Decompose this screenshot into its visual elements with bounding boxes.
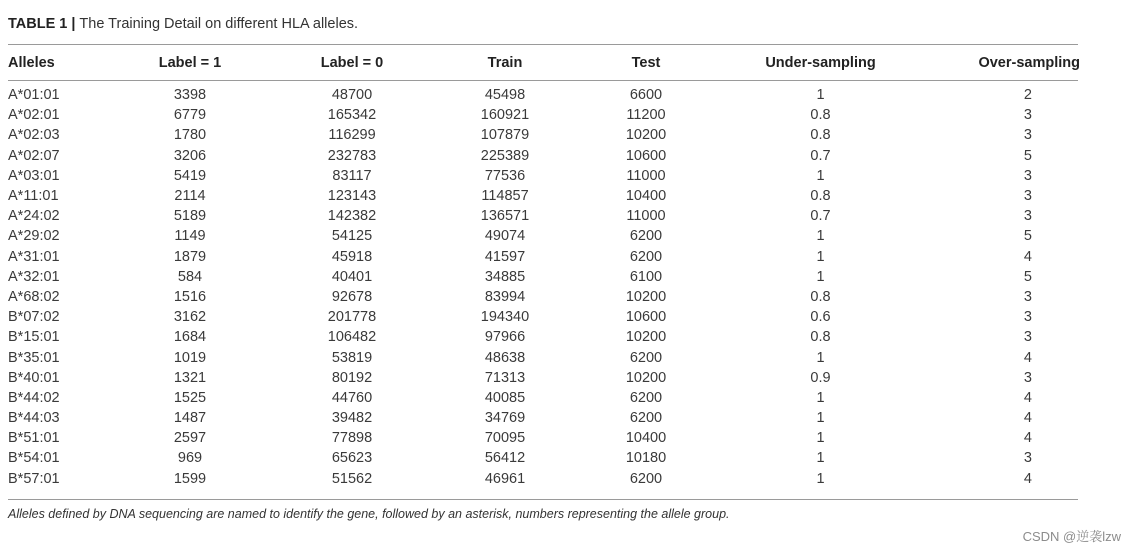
cell-test: 6200 xyxy=(629,410,663,427)
table-row xyxy=(8,226,1080,246)
cell-over-sampling: 3 xyxy=(1023,450,1032,467)
table-row xyxy=(8,206,1080,226)
watermark: CSDN @逆袭lzw xyxy=(1022,529,1121,544)
column-header-alleles: Alleles xyxy=(8,54,55,71)
cell-train: 107879 xyxy=(480,127,530,144)
cell-over-sampling: 4 xyxy=(1023,410,1032,427)
cell-train: 46961 xyxy=(484,470,526,487)
cell-train: 83994 xyxy=(484,288,526,305)
cell-test: 11200 xyxy=(626,107,666,124)
cell-label-1: 2597 xyxy=(173,430,207,447)
table-row xyxy=(8,166,1080,186)
table-row xyxy=(8,85,1080,105)
cell-test: 6200 xyxy=(629,349,663,366)
cell-allele: B*15:01 xyxy=(8,329,60,346)
cell-test: 10180 xyxy=(625,450,667,467)
table-row xyxy=(8,247,1080,267)
cell-train: 77536 xyxy=(484,167,526,184)
cell-label-0: 39482 xyxy=(331,410,373,427)
cell-under-sampling: 1 xyxy=(816,349,825,366)
cell-allele: A*03:01 xyxy=(8,167,60,184)
table-row xyxy=(8,327,1080,347)
table-row xyxy=(8,125,1080,145)
column-header-test: Test xyxy=(631,54,661,71)
cell-label-1: 3206 xyxy=(173,147,207,164)
cell-label-1: 2114 xyxy=(174,188,206,205)
table-row xyxy=(8,408,1080,428)
column-header-label-0: Label = 0 xyxy=(320,54,384,71)
table-row xyxy=(8,448,1080,468)
cell-label-1: 1879 xyxy=(173,248,207,265)
cell-under-sampling: 0.8 xyxy=(810,107,831,124)
cell-under-sampling: 1 xyxy=(816,430,825,447)
header-spacer-cell xyxy=(8,78,1080,85)
cell-label-0: 54125 xyxy=(331,228,373,245)
cell-allele: A*02:01 xyxy=(8,107,60,124)
cell-allele: A*01:01 xyxy=(8,87,60,104)
cell-over-sampling: 3 xyxy=(1023,208,1032,225)
cell-test: 6200 xyxy=(629,389,663,406)
cell-label-1: 584 xyxy=(177,268,203,285)
cell-train: 48638 xyxy=(484,349,526,366)
cell-label-1: 5419 xyxy=(173,167,207,184)
cell-label-0: 116299 xyxy=(328,127,376,144)
cell-over-sampling: 3 xyxy=(1023,107,1032,124)
table-row xyxy=(8,146,1080,166)
cell-allele: B*57:01 xyxy=(8,470,60,487)
cell-test: 6200 xyxy=(629,248,663,265)
cell-over-sampling: 5 xyxy=(1023,268,1032,285)
table-header xyxy=(8,47,1080,85)
cell-allele: A*02:07 xyxy=(8,147,60,164)
cell-train: 34885 xyxy=(484,268,526,285)
cell-label-0: 65623 xyxy=(331,450,373,467)
cell-test: 6200 xyxy=(629,228,663,245)
cell-allele: B*07:02 xyxy=(8,309,60,326)
cell-label-0: 123143 xyxy=(327,188,377,205)
cell-under-sampling: 1 xyxy=(816,410,825,427)
cell-allele: B*44:02 xyxy=(8,389,60,406)
cell-over-sampling: 3 xyxy=(1023,309,1032,326)
cell-over-sampling: 3 xyxy=(1023,369,1032,386)
table-row xyxy=(8,347,1080,367)
cell-label-0: 40401 xyxy=(331,268,373,285)
cell-train: 71313 xyxy=(484,369,526,386)
cell-over-sampling: 3 xyxy=(1023,188,1032,205)
cell-test: 10200 xyxy=(625,369,667,386)
cell-train: 70095 xyxy=(484,430,526,447)
table-row xyxy=(8,287,1080,307)
cell-train: 160921 xyxy=(480,107,530,124)
table-title: The Training Detail on different HLA alleles. xyxy=(79,16,359,32)
cell-train: 41597 xyxy=(484,248,526,265)
cell-allele: A*02:03 xyxy=(8,127,60,144)
cell-label-1: 5189 xyxy=(173,208,207,225)
cell-label-0: 53819 xyxy=(331,349,373,366)
cell-under-sampling: 0.7 xyxy=(810,208,831,225)
cell-over-sampling: 5 xyxy=(1023,228,1032,245)
cell-label-1: 1599 xyxy=(173,470,207,487)
cell-over-sampling: 2 xyxy=(1023,87,1032,104)
cell-label-0: 51562 xyxy=(331,470,373,487)
cell-train: 114857 xyxy=(481,188,529,205)
table-row xyxy=(8,307,1080,327)
cell-label-0: 44760 xyxy=(331,389,373,406)
cell-label-0: 232783 xyxy=(327,147,377,164)
cell-label-0: 80192 xyxy=(331,369,373,386)
cell-label-0: 77898 xyxy=(331,430,373,447)
cell-under-sampling: 1 xyxy=(816,389,825,406)
cell-allele: A*29:02 xyxy=(8,228,60,245)
cell-test: 10600 xyxy=(625,309,667,326)
cell-label-0: 165342 xyxy=(327,107,377,124)
cell-test: 10200 xyxy=(625,288,667,305)
cell-test: 11000 xyxy=(626,208,666,225)
cell-under-sampling: 1 xyxy=(816,228,825,245)
cell-over-sampling: 3 xyxy=(1023,288,1032,305)
cell-under-sampling: 1 xyxy=(816,268,825,285)
cell-train: 45498 xyxy=(484,87,526,104)
cell-label-1: 1149 xyxy=(174,228,206,245)
cell-under-sampling: 0.8 xyxy=(810,127,831,144)
cell-label-1: 3162 xyxy=(173,309,207,326)
cell-under-sampling: 1 xyxy=(816,167,825,184)
cell-test: 10200 xyxy=(625,127,667,144)
cell-label-1: 1019 xyxy=(173,349,207,366)
cell-under-sampling: 1 xyxy=(816,87,825,104)
cell-train: 136571 xyxy=(480,208,530,225)
training-detail-table xyxy=(8,47,1080,489)
cell-allele: A*24:02 xyxy=(8,208,60,225)
column-header-over-sampling: Over-sampling xyxy=(978,54,1080,71)
table-row xyxy=(8,428,1080,448)
cell-label-1: 1487 xyxy=(173,410,207,427)
column-header-train: Train xyxy=(487,54,523,71)
cell-train: 34769 xyxy=(484,410,526,427)
cell-over-sampling: 4 xyxy=(1023,430,1032,447)
cell-allele: A*11:01 xyxy=(8,188,59,205)
caption-separator: | xyxy=(71,16,76,32)
cell-label-0: 45918 xyxy=(331,248,373,265)
cell-over-sampling: 4 xyxy=(1023,470,1032,487)
cell-train: 40085 xyxy=(484,389,526,406)
bottom-rule xyxy=(8,499,1078,500)
cell-over-sampling: 3 xyxy=(1023,329,1032,346)
cell-over-sampling: 4 xyxy=(1023,248,1032,265)
cell-label-1: 1684 xyxy=(173,329,207,346)
cell-over-sampling: 4 xyxy=(1023,349,1032,366)
table-row xyxy=(8,368,1080,388)
cell-under-sampling: 0.8 xyxy=(810,288,831,305)
table-body xyxy=(8,85,1080,489)
cell-allele: A*31:01 xyxy=(8,248,60,265)
cell-allele: B*44:03 xyxy=(8,410,60,427)
table-number: TABLE 1 xyxy=(8,16,68,32)
cell-test: 10400 xyxy=(625,188,667,205)
cell-train: 49074 xyxy=(484,228,526,245)
table-row xyxy=(8,469,1080,489)
cell-under-sampling: 1 xyxy=(816,470,825,487)
cell-under-sampling: 0.8 xyxy=(810,188,831,205)
cell-test: 11000 xyxy=(626,167,666,184)
cell-under-sampling: 0.9 xyxy=(810,369,831,386)
cell-label-1: 969 xyxy=(177,450,203,467)
cell-allele: A*32:01 xyxy=(8,268,60,285)
cell-test: 10200 xyxy=(625,329,667,346)
cell-label-0: 201778 xyxy=(327,309,377,326)
table-footnote: Alleles defined by DNA sequencing are named to identify the gene, followed by an asterisk, numbers representing the allele group. xyxy=(8,507,730,521)
cell-test: 10600 xyxy=(625,147,667,164)
cell-under-sampling: 0.6 xyxy=(810,309,831,326)
header-spacer xyxy=(8,78,1080,85)
table-row xyxy=(8,186,1080,206)
cell-allele: B*54:01 xyxy=(8,450,60,467)
top-rule xyxy=(8,44,1078,45)
cell-under-sampling: 0.7 xyxy=(810,147,831,164)
cell-under-sampling: 1 xyxy=(816,450,825,467)
cell-label-1: 1516 xyxy=(173,288,207,305)
cell-label-0: 83117 xyxy=(332,167,372,184)
cell-over-sampling: 3 xyxy=(1023,127,1032,144)
cell-allele: B*40:01 xyxy=(8,369,60,386)
table-row xyxy=(8,105,1080,125)
cell-allele: B*51:01 xyxy=(8,430,60,447)
column-header-under-sampling: Under-sampling xyxy=(765,54,876,71)
cell-label-1: 3398 xyxy=(173,87,207,104)
cell-label-1: 1321 xyxy=(173,369,207,386)
cell-label-1: 1780 xyxy=(173,127,207,144)
header-row xyxy=(8,47,1080,78)
table-row xyxy=(8,267,1080,287)
cell-test: 6600 xyxy=(629,87,663,104)
cell-train: 225389 xyxy=(480,147,530,164)
cell-over-sampling: 3 xyxy=(1023,167,1032,184)
cell-train: 194340 xyxy=(480,309,530,326)
cell-test: 10400 xyxy=(625,430,667,447)
table-row xyxy=(8,388,1080,408)
cell-allele: A*68:02 xyxy=(8,288,60,305)
cell-label-0: 48700 xyxy=(331,87,373,104)
cell-train: 56412 xyxy=(484,450,526,467)
cell-under-sampling: 0.8 xyxy=(810,329,831,346)
cell-allele: B*35:01 xyxy=(8,349,60,366)
cell-label-1: 6779 xyxy=(173,107,207,124)
cell-under-sampling: 1 xyxy=(816,248,825,265)
cell-test: 6200 xyxy=(629,470,663,487)
cell-label-1: 1525 xyxy=(173,389,207,406)
cell-over-sampling: 5 xyxy=(1023,147,1032,164)
cell-over-sampling: 4 xyxy=(1023,389,1032,406)
cell-test: 6100 xyxy=(629,268,663,285)
cell-label-0: 106482 xyxy=(327,329,377,346)
cell-label-0: 142382 xyxy=(327,208,377,225)
table-caption xyxy=(8,16,358,32)
cell-label-0: 92678 xyxy=(331,288,373,305)
column-header-label-1: Label = 1 xyxy=(158,54,222,71)
cell-train: 97966 xyxy=(484,329,526,346)
